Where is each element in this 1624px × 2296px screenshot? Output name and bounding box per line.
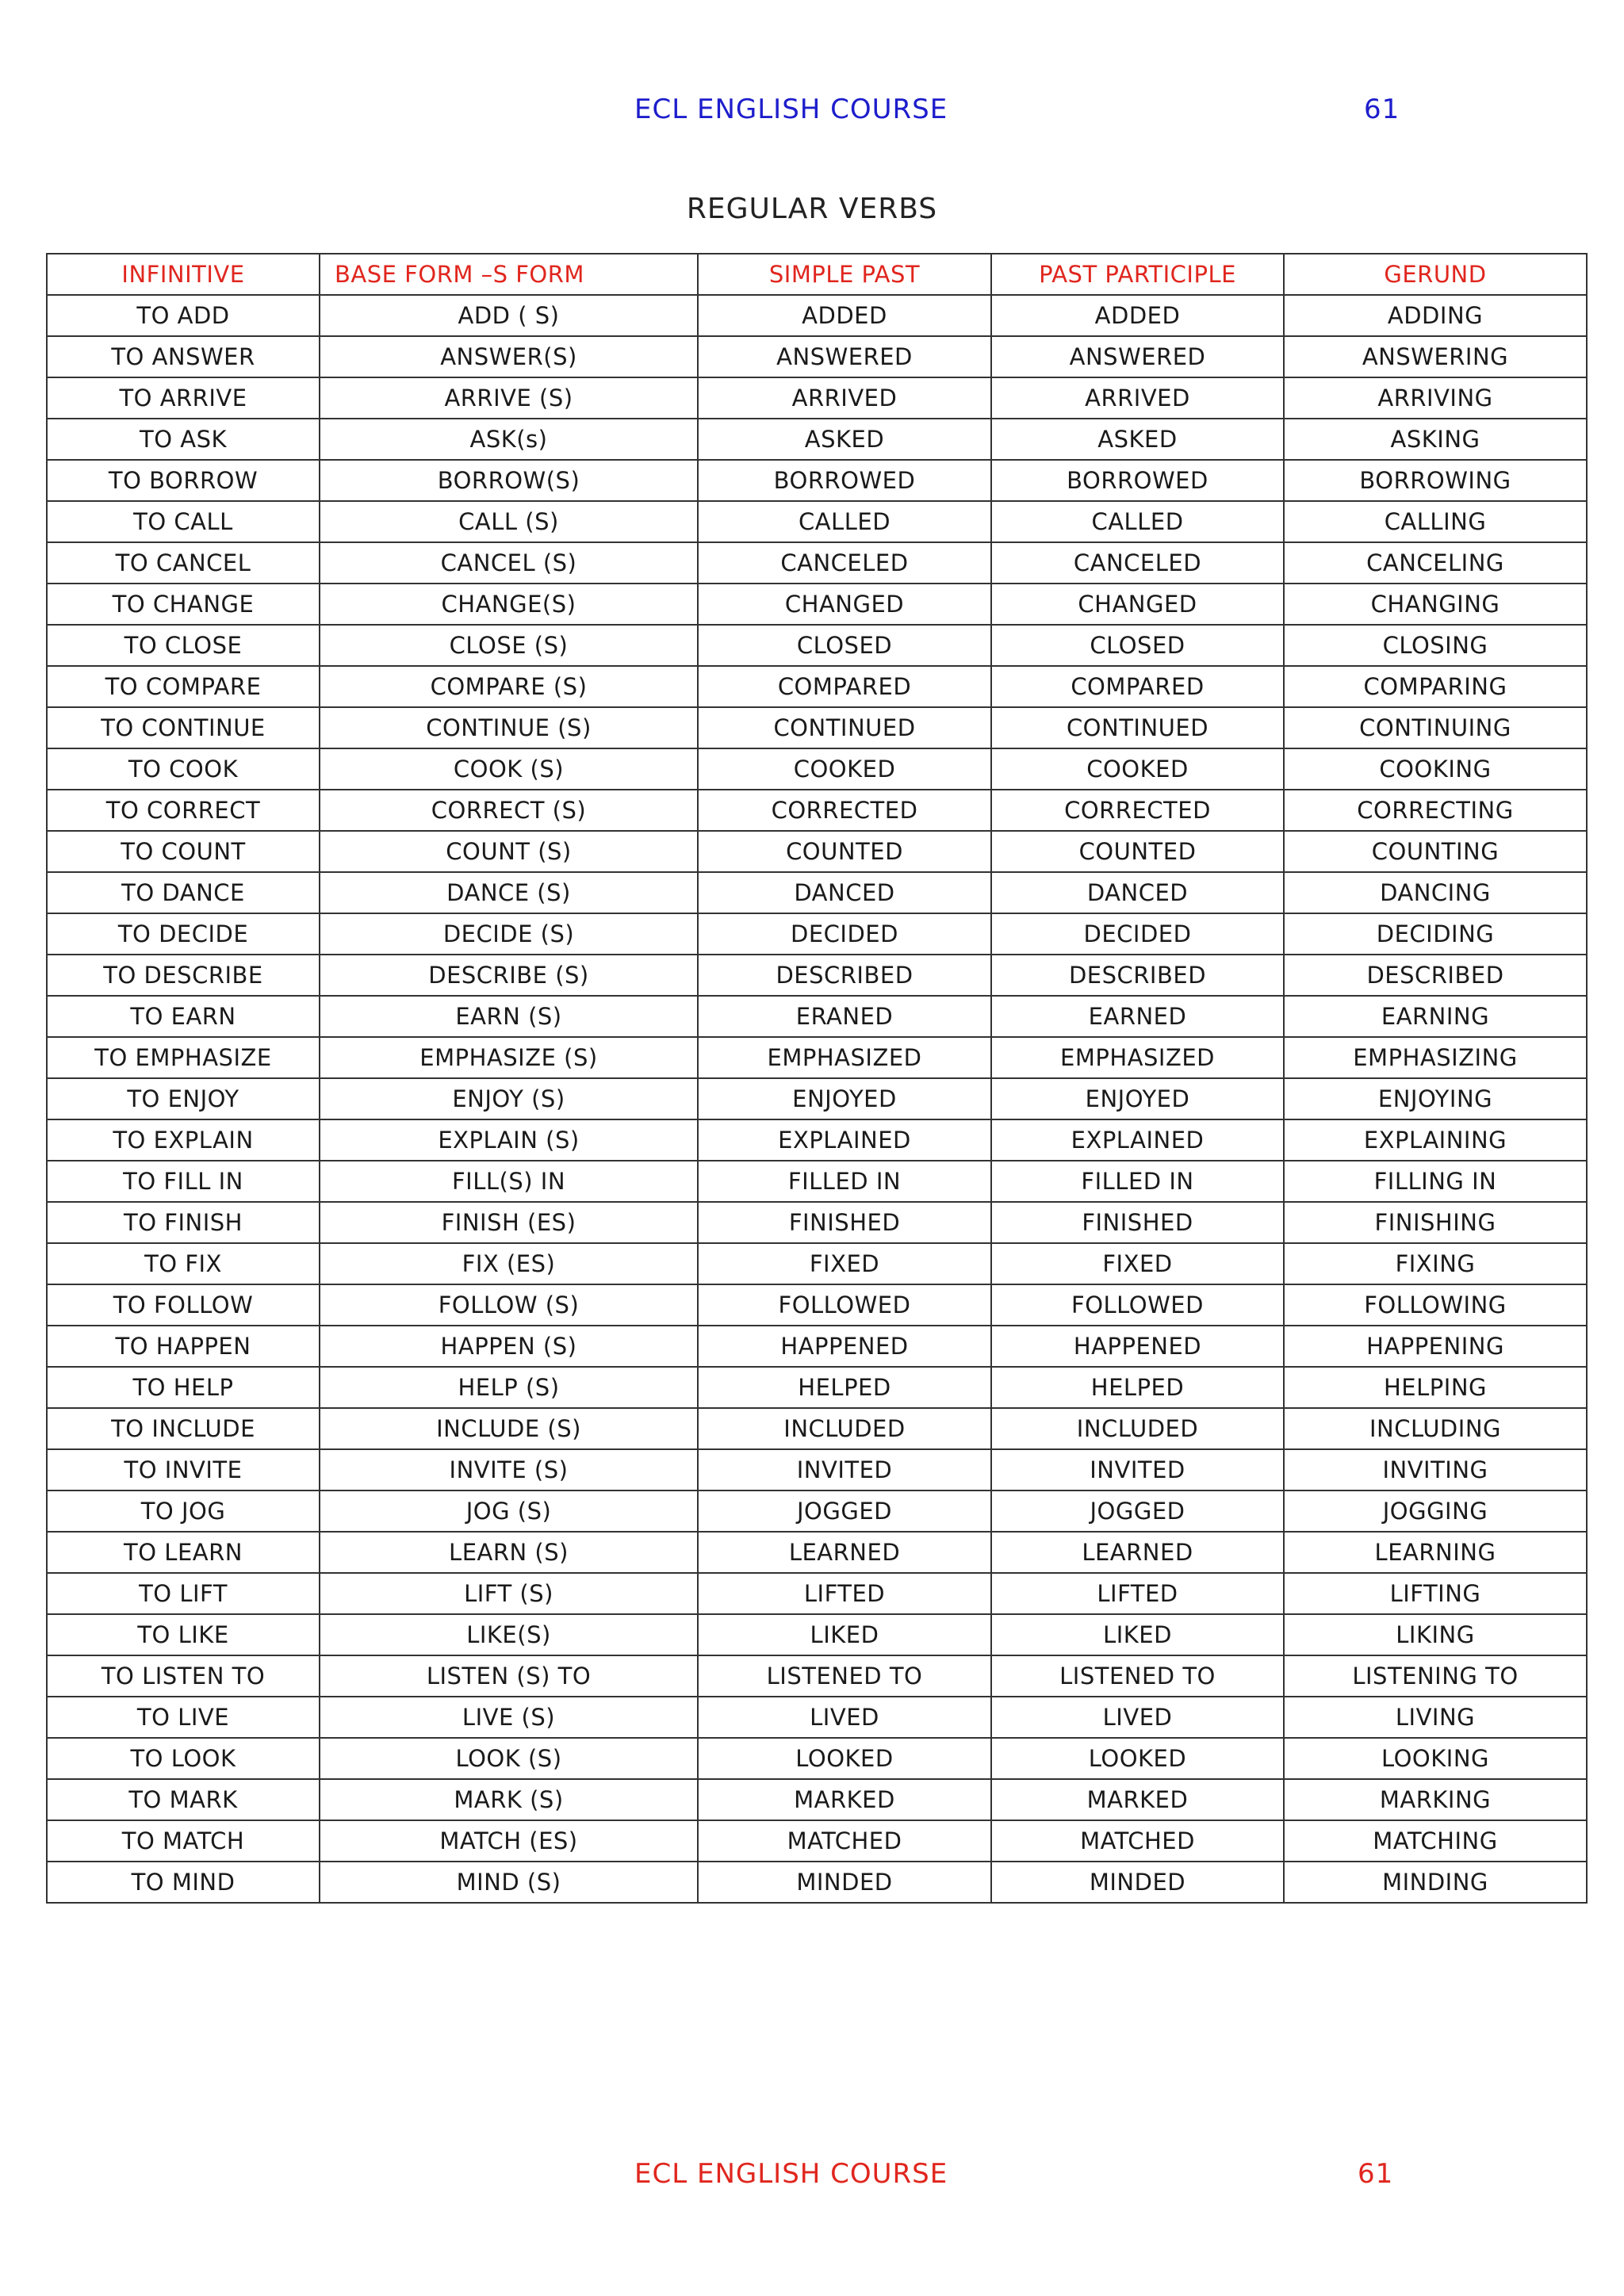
table-row — [47, 872, 1587, 913]
cell-infinitive: TO LIVE — [47, 1697, 320, 1738]
cell-simple-past: EMPHASIZED — [698, 1037, 991, 1078]
cell-gerund: MARKING — [1284, 1779, 1587, 1820]
table-row — [47, 584, 1587, 625]
table-row — [47, 955, 1587, 996]
table-row — [47, 1614, 1587, 1655]
cell-past-participle: FIXED — [991, 1243, 1284, 1284]
cell-gerund: CALLING — [1284, 501, 1587, 542]
cell-infinitive: TO JOG — [47, 1490, 320, 1532]
cell-base-form: COOK (S) — [320, 748, 698, 790]
cell-base-form: ENJOY (S) — [320, 1078, 698, 1119]
table-row — [47, 1738, 1587, 1779]
cell-gerund: COMPARING — [1284, 666, 1587, 707]
cell-gerund: INCLUDING — [1284, 1408, 1587, 1449]
cell-simple-past: FINISHED — [698, 1202, 991, 1243]
cell-base-form: CANCEL (S) — [320, 542, 698, 584]
table-row — [47, 1326, 1587, 1367]
cell-past-participle: COMPARED — [991, 666, 1284, 707]
cell-past-participle: INCLUDED — [991, 1408, 1284, 1449]
cell-base-form: CHANGE(S) — [320, 584, 698, 625]
cell-infinitive: TO DESCRIBE — [47, 955, 320, 996]
cell-base-form: ARRIVE (S) — [320, 377, 698, 419]
cell-simple-past: MARKED — [698, 1779, 991, 1820]
cell-past-participle: JOGGED — [991, 1490, 1284, 1532]
cell-gerund: LEARNING — [1284, 1532, 1587, 1573]
cell-gerund: COOKING — [1284, 748, 1587, 790]
cell-infinitive: TO BORROW — [47, 460, 320, 501]
cell-past-participle: CHANGED — [991, 584, 1284, 625]
cell-past-participle: EARNED — [991, 996, 1284, 1037]
cell-past-participle: ANSWERED — [991, 336, 1284, 377]
cell-gerund: EXPLAINING — [1284, 1119, 1587, 1161]
cell-past-participle: ENJOYED — [991, 1078, 1284, 1119]
cell-past-participle: LISTENED TO — [991, 1655, 1284, 1697]
cell-gerund: ADDING — [1284, 295, 1587, 336]
table-row — [47, 1779, 1587, 1820]
verbs-table — [46, 253, 1588, 1904]
cell-infinitive: TO ADD — [47, 295, 320, 336]
cell-base-form: MIND (S) — [320, 1862, 698, 1903]
cell-gerund: CORRECTING — [1284, 790, 1587, 831]
cell-simple-past: FIXED — [698, 1243, 991, 1284]
table-row — [47, 1037, 1587, 1078]
cell-gerund: LOOKING — [1284, 1738, 1587, 1779]
cell-base-form: MARK (S) — [320, 1779, 698, 1820]
cell-simple-past: LOOKED — [698, 1738, 991, 1779]
cell-simple-past: COOKED — [698, 748, 991, 790]
cell-simple-past: CANCELED — [698, 542, 991, 584]
cell-base-form: FILL(S) IN — [320, 1161, 698, 1202]
page-footer — [0, 2158, 1624, 2206]
cell-base-form: INCLUDE (S) — [320, 1408, 698, 1449]
table-row — [47, 1449, 1587, 1490]
table-row — [47, 419, 1587, 460]
cell-infinitive: TO MATCH — [47, 1820, 320, 1862]
page-header — [0, 94, 1624, 141]
cell-gerund: ARRIVING — [1284, 377, 1587, 419]
cell-past-participle: ADDED — [991, 295, 1284, 336]
cell-gerund: MATCHING — [1284, 1820, 1587, 1862]
cell-infinitive: TO EXPLAIN — [47, 1119, 320, 1161]
cell-infinitive: TO ASK — [47, 419, 320, 460]
cell-base-form: ADD ( S) — [320, 295, 698, 336]
column-header-simple-past: SIMPLE PAST — [698, 254, 991, 295]
table-row — [47, 460, 1587, 501]
cell-gerund: HELPING — [1284, 1367, 1587, 1408]
table-row — [47, 1862, 1587, 1903]
cell-infinitive: TO ANSWER — [47, 336, 320, 377]
cell-past-participle: ARRIVED — [991, 377, 1284, 419]
cell-base-form: LEARN (S) — [320, 1532, 698, 1573]
cell-simple-past: COUNTED — [698, 831, 991, 872]
cell-past-participle: COOKED — [991, 748, 1284, 790]
cell-gerund: CHANGING — [1284, 584, 1587, 625]
cell-infinitive: TO CANCEL — [47, 542, 320, 584]
header-course-title: ECL ENGLISH COURSE — [634, 94, 948, 125]
cell-past-participle: INVITED — [991, 1449, 1284, 1490]
cell-past-participle: DANCED — [991, 872, 1284, 913]
cell-gerund: FIXING — [1284, 1243, 1587, 1284]
cell-past-participle: CANCELED — [991, 542, 1284, 584]
header-page-number: 61 — [1364, 94, 1400, 125]
cell-simple-past: CHANGED — [698, 584, 991, 625]
table-row — [47, 1119, 1587, 1161]
cell-infinitive: TO ENJOY — [47, 1078, 320, 1119]
cell-base-form: MATCH (ES) — [320, 1820, 698, 1862]
cell-past-participle: HAPPENED — [991, 1326, 1284, 1367]
cell-infinitive: TO HELP — [47, 1367, 320, 1408]
cell-base-form: LOOK (S) — [320, 1738, 698, 1779]
cell-infinitive: TO LIKE — [47, 1614, 320, 1655]
footer-page-number: 61 — [1358, 2158, 1394, 2190]
cell-gerund: CLOSING — [1284, 625, 1587, 666]
cell-base-form: CORRECT (S) — [320, 790, 698, 831]
cell-base-form: FIX (ES) — [320, 1243, 698, 1284]
table-row — [47, 1078, 1587, 1119]
table-row — [47, 377, 1587, 419]
cell-simple-past: LIFTED — [698, 1573, 991, 1614]
table-row — [47, 1161, 1587, 1202]
cell-gerund: ENJOYING — [1284, 1078, 1587, 1119]
column-header-past-participle: PAST PARTICIPLE — [991, 254, 1284, 295]
cell-infinitive: TO CORRECT — [47, 790, 320, 831]
cell-base-form: JOG (S) — [320, 1490, 698, 1532]
cell-past-participle: CALLED — [991, 501, 1284, 542]
cell-past-participle: FINISHED — [991, 1202, 1284, 1243]
table-row — [47, 1532, 1587, 1573]
cell-past-participle: CONTINUED — [991, 707, 1284, 748]
cell-base-form: ANSWER(S) — [320, 336, 698, 377]
cell-gerund: EMPHASIZING — [1284, 1037, 1587, 1078]
cell-base-form: LIKE(S) — [320, 1614, 698, 1655]
cell-gerund: DECIDING — [1284, 913, 1587, 955]
cell-gerund: BORROWING — [1284, 460, 1587, 501]
cell-base-form: COMPARE (S) — [320, 666, 698, 707]
cell-infinitive: TO LIFT — [47, 1573, 320, 1614]
cell-gerund: LIFTING — [1284, 1573, 1587, 1614]
table-row — [47, 666, 1587, 707]
table-row — [47, 707, 1587, 748]
table-row — [47, 625, 1587, 666]
cell-gerund: COUNTING — [1284, 831, 1587, 872]
cell-gerund: CONTINUING — [1284, 707, 1587, 748]
cell-past-participle: LIFTED — [991, 1573, 1284, 1614]
cell-past-participle: ASKED — [991, 419, 1284, 460]
table-body — [47, 295, 1587, 1903]
table-row — [47, 1573, 1587, 1614]
cell-past-participle: DESCRIBED — [991, 955, 1284, 996]
table-row — [47, 1284, 1587, 1326]
footer-course-title: ECL ENGLISH COURSE — [634, 2158, 948, 2190]
cell-gerund: DANCING — [1284, 872, 1587, 913]
cell-base-form: LISTEN (S) TO — [320, 1655, 698, 1697]
cell-simple-past: MINDED — [698, 1862, 991, 1903]
cell-infinitive: TO FOLLOW — [47, 1284, 320, 1326]
cell-infinitive: TO INVITE — [47, 1449, 320, 1490]
cell-simple-past: ARRIVED — [698, 377, 991, 419]
cell-base-form: DECIDE (S) — [320, 913, 698, 955]
cell-gerund: FILLING IN — [1284, 1161, 1587, 1202]
cell-gerund: FOLLOWING — [1284, 1284, 1587, 1326]
cell-past-participle: MATCHED — [991, 1820, 1284, 1862]
cell-simple-past: HAPPENED — [698, 1326, 991, 1367]
table-row — [47, 501, 1587, 542]
cell-past-participle: FOLLOWED — [991, 1284, 1284, 1326]
cell-infinitive: TO COMPARE — [47, 666, 320, 707]
cell-past-participle: LIVED — [991, 1697, 1284, 1738]
cell-gerund: EARNING — [1284, 996, 1587, 1037]
cell-past-participle: FILLED IN — [991, 1161, 1284, 1202]
cell-simple-past: LEARNED — [698, 1532, 991, 1573]
cell-gerund: LISTENING TO — [1284, 1655, 1587, 1697]
cell-simple-past: COMPARED — [698, 666, 991, 707]
cell-base-form: CONTINUE (S) — [320, 707, 698, 748]
table-row — [47, 1367, 1587, 1408]
cell-simple-past: BORROWED — [698, 460, 991, 501]
cell-simple-past: CONTINUED — [698, 707, 991, 748]
cell-gerund: MINDING — [1284, 1862, 1587, 1903]
table-row — [47, 1202, 1587, 1243]
cell-simple-past: ANSWERED — [698, 336, 991, 377]
cell-simple-past: LIKED — [698, 1614, 991, 1655]
cell-simple-past: ENJOYED — [698, 1078, 991, 1119]
page-title: REGULAR VERBS — [686, 193, 938, 225]
cell-simple-past: INVITED — [698, 1449, 991, 1490]
table-row — [47, 542, 1587, 584]
column-header-gerund: GERUND — [1284, 254, 1587, 295]
cell-infinitive: TO COOK — [47, 748, 320, 790]
cell-base-form: CALL (S) — [320, 501, 698, 542]
table-row — [47, 913, 1587, 955]
cell-past-participle: EMPHASIZED — [991, 1037, 1284, 1078]
cell-infinitive: TO COUNT — [47, 831, 320, 872]
cell-simple-past: ADDED — [698, 295, 991, 336]
cell-base-form: LIFT (S) — [320, 1573, 698, 1614]
cell-gerund: INVITING — [1284, 1449, 1587, 1490]
cell-gerund: HAPPENING — [1284, 1326, 1587, 1367]
cell-infinitive: TO FINISH — [47, 1202, 320, 1243]
cell-gerund: LIKING — [1284, 1614, 1587, 1655]
table-row — [47, 1490, 1587, 1532]
cell-simple-past: ASKED — [698, 419, 991, 460]
cell-past-participle: MARKED — [991, 1779, 1284, 1820]
cell-base-form: DANCE (S) — [320, 872, 698, 913]
cell-past-participle: LIKED — [991, 1614, 1284, 1655]
cell-base-form: CLOSE (S) — [320, 625, 698, 666]
cell-infinitive: TO FILL IN — [47, 1161, 320, 1202]
cell-past-participle: MINDED — [991, 1862, 1284, 1903]
cell-simple-past: DANCED — [698, 872, 991, 913]
cell-gerund: JOGGING — [1284, 1490, 1587, 1532]
cell-simple-past: HELPED — [698, 1367, 991, 1408]
cell-past-participle: DECIDED — [991, 913, 1284, 955]
cell-infinitive: TO FIX — [47, 1243, 320, 1284]
cell-gerund: ANSWERING — [1284, 336, 1587, 377]
cell-base-form: LIVE (S) — [320, 1697, 698, 1738]
cell-base-form: ASK(s) — [320, 419, 698, 460]
cell-infinitive: TO CALL — [47, 501, 320, 542]
cell-gerund: CANCELING — [1284, 542, 1587, 584]
cell-infinitive: TO HAPPEN — [47, 1326, 320, 1367]
table-row — [47, 295, 1587, 336]
table-header-row — [47, 254, 1587, 295]
cell-infinitive: TO LEARN — [47, 1532, 320, 1573]
cell-past-participle: CLOSED — [991, 625, 1284, 666]
cell-base-form: BORROW(S) — [320, 460, 698, 501]
table-row — [47, 1243, 1587, 1284]
column-header-infinitive: INFINITIVE — [47, 254, 320, 295]
cell-simple-past: CORRECTED — [698, 790, 991, 831]
cell-infinitive: TO CONTINUE — [47, 707, 320, 748]
table-row — [47, 336, 1587, 377]
cell-past-participle: HELPED — [991, 1367, 1284, 1408]
cell-base-form: EXPLAIN (S) — [320, 1119, 698, 1161]
cell-simple-past: CALLED — [698, 501, 991, 542]
table-row — [47, 748, 1587, 790]
cell-base-form: HAPPEN (S) — [320, 1326, 698, 1367]
cell-infinitive: TO LOOK — [47, 1738, 320, 1779]
cell-simple-past: FILLED IN — [698, 1161, 991, 1202]
cell-past-participle: CORRECTED — [991, 790, 1284, 831]
cell-gerund: ASKING — [1284, 419, 1587, 460]
cell-infinitive: TO ARRIVE — [47, 377, 320, 419]
cell-base-form: INVITE (S) — [320, 1449, 698, 1490]
cell-simple-past: LIVED — [698, 1697, 991, 1738]
cell-simple-past: FOLLOWED — [698, 1284, 991, 1326]
cell-infinitive: TO EARN — [47, 996, 320, 1037]
column-header-base-form: BASE FORM –S FORM — [320, 254, 698, 295]
cell-simple-past: INCLUDED — [698, 1408, 991, 1449]
cell-infinitive: TO MARK — [47, 1779, 320, 1820]
table-row — [47, 1820, 1587, 1862]
cell-simple-past: CLOSED — [698, 625, 991, 666]
table-row — [47, 1697, 1587, 1738]
cell-base-form: FOLLOW (S) — [320, 1284, 698, 1326]
cell-past-participle: BORROWED — [991, 460, 1284, 501]
cell-simple-past: DESCRIBED — [698, 955, 991, 996]
cell-infinitive: TO MIND — [47, 1862, 320, 1903]
cell-infinitive: TO EMPHASIZE — [47, 1037, 320, 1078]
table-row — [47, 831, 1587, 872]
cell-base-form: COUNT (S) — [320, 831, 698, 872]
cell-base-form: DESCRIBE (S) — [320, 955, 698, 996]
cell-gerund: LIVING — [1284, 1697, 1587, 1738]
cell-past-participle: LEARNED — [991, 1532, 1284, 1573]
cell-infinitive: TO LISTEN TO — [47, 1655, 320, 1697]
cell-infinitive: TO DECIDE — [47, 913, 320, 955]
cell-gerund: FINISHING — [1284, 1202, 1587, 1243]
cell-base-form: EMPHASIZE (S) — [320, 1037, 698, 1078]
cell-base-form: EARN (S) — [320, 996, 698, 1037]
cell-base-form: HELP (S) — [320, 1367, 698, 1408]
cell-simple-past: ERANED — [698, 996, 991, 1037]
table-row — [47, 996, 1587, 1037]
cell-infinitive: TO CHANGE — [47, 584, 320, 625]
table-row — [47, 1408, 1587, 1449]
cell-past-participle: EXPLAINED — [991, 1119, 1284, 1161]
table-row — [47, 790, 1587, 831]
cell-simple-past: EXPLAINED — [698, 1119, 991, 1161]
cell-base-form: FINISH (ES) — [320, 1202, 698, 1243]
cell-gerund: DESCRIBED — [1284, 955, 1587, 996]
cell-simple-past: MATCHED — [698, 1820, 991, 1862]
cell-infinitive: TO DANCE — [47, 872, 320, 913]
cell-past-participle: COUNTED — [991, 831, 1284, 872]
cell-simple-past: JOGGED — [698, 1490, 991, 1532]
cell-simple-past: LISTENED TO — [698, 1655, 991, 1697]
cell-simple-past: DECIDED — [698, 913, 991, 955]
table-row — [47, 1655, 1587, 1697]
cell-past-participle: LOOKED — [991, 1738, 1284, 1779]
cell-infinitive: TO INCLUDE — [47, 1408, 320, 1449]
cell-infinitive: TO CLOSE — [47, 625, 320, 666]
